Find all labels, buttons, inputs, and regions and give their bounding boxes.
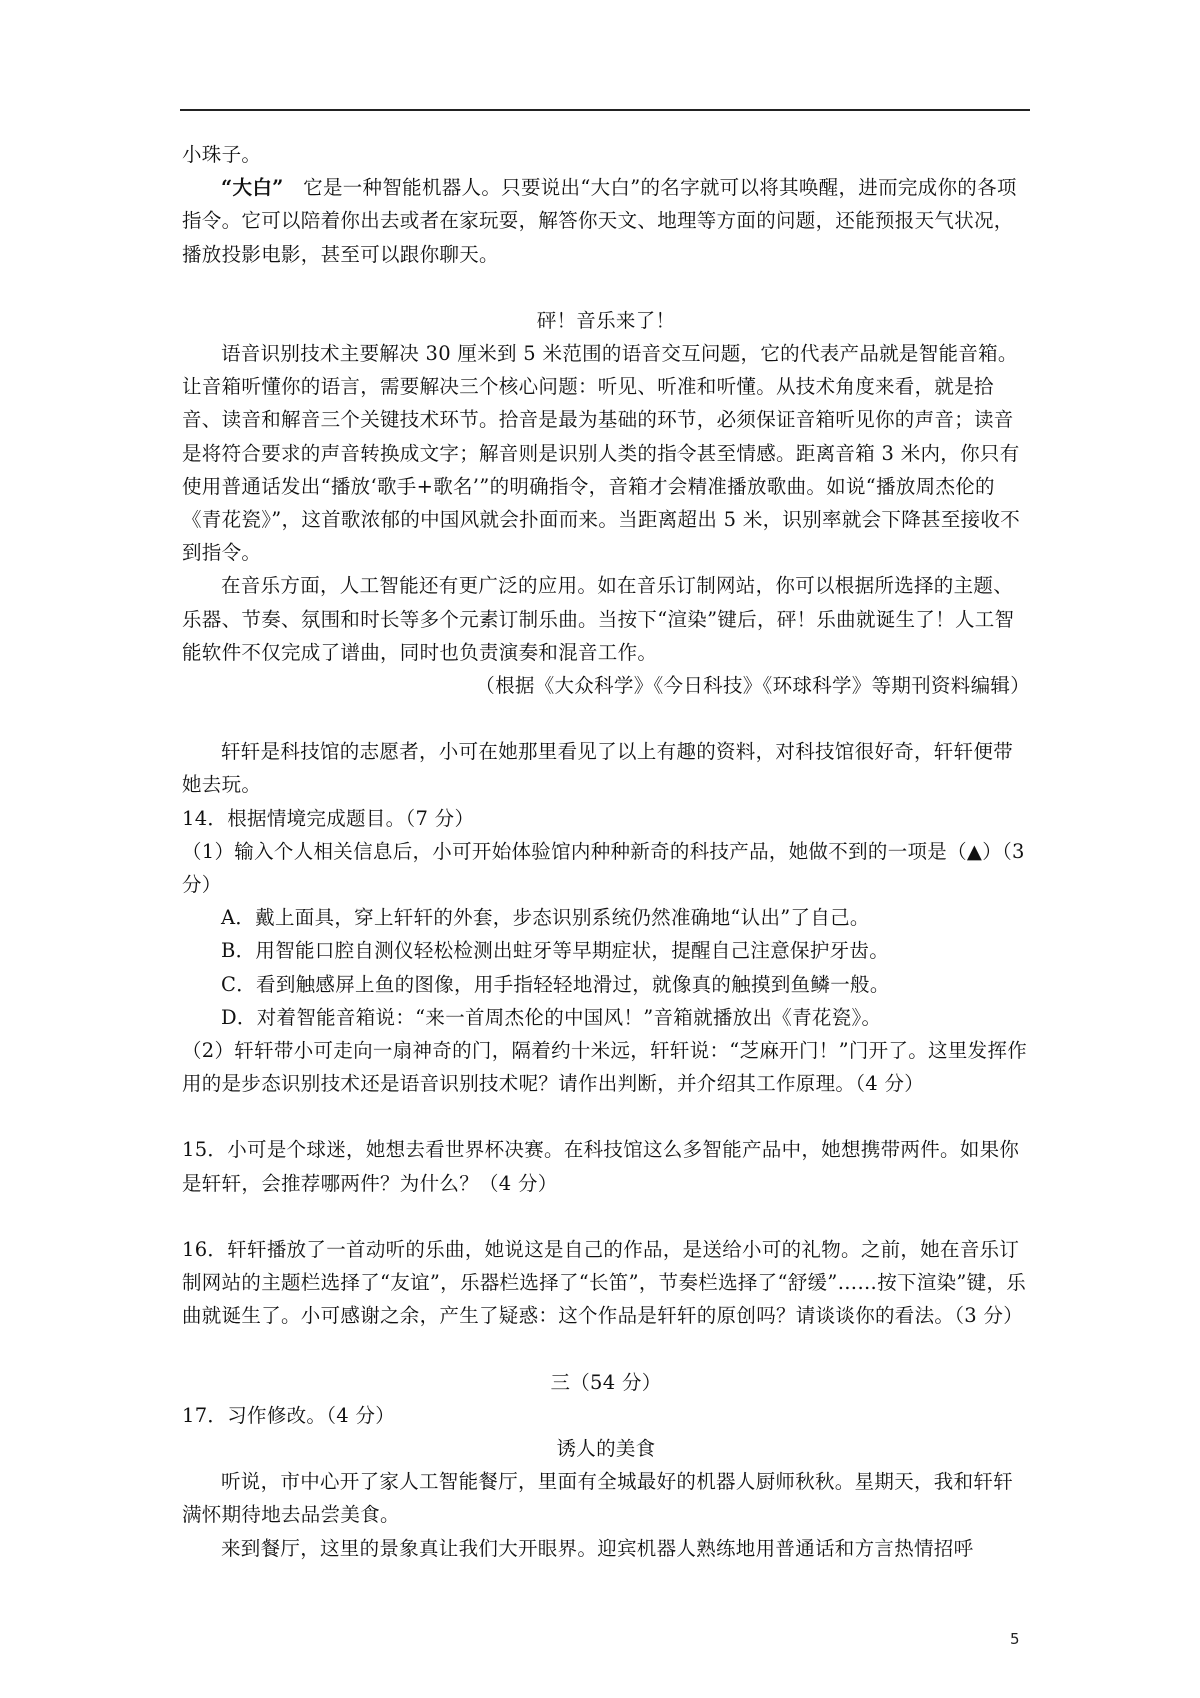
page-number: 5 bbox=[1010, 1630, 1020, 1648]
dabai-term: “大白” bbox=[221, 176, 284, 200]
document-body bbox=[182, 138, 1030, 1565]
paragraph-voice-recognition: 语音识别技术主要解决 30 厘米到 5 米范围的语音交互问题，它的代表产品就是智能音箱。让音箱听懂你的语言，需要解决三个核心问题：听见、听准和听懂。从技术角度来看，就是拾音、读音和解音三个关键技术环节。拾音是最为基础的环节，必须保证音箱听见你的声音；读音是将符合要求的声音转换成文字；解音则是识别人类的指令甚至情感。距离音箱 3 米内，你只有使用普通话发出“播放‘歌手+歌名’”的明确指令，音箱才会精准播放歌曲。如说“播放周杰伦的《青花瓷》”，这首歌浓郁的中国风就会扑面而来。当距离超出 5 米，识别率就会下降甚至接收不到指令。 bbox=[182, 342, 1021, 565]
header-rule bbox=[180, 109, 1030, 111]
dabai-description: 它是一种智能机器人。只要说出“大白”的名字就可以将其唤醒，进而完成你的各项指令。它可以陪着你出去或者在家玩耍，解答你天文、地理等方面的问题，还能预报天气状况，播放投影电影，甚至可以跟你聊天。 bbox=[182, 176, 1017, 266]
essay-paragraph-2: 来到餐厅，这里的景象真让我们大开眼界。迎宾机器人熟练地用普通话和方言热情招呼 bbox=[221, 1536, 974, 1560]
paragraph-ai-music: 在音乐方面，人工智能还有更广泛的应用。如在音乐订制网站，你可以根据所选择的主题、乐器、节奏、氛围和时长等多个元素订制乐曲。当按下“渲染”键后，砰！乐曲就诞生了！人工智能软件不仅完成了谱曲，同时也负责演奏和混音工作。 bbox=[182, 574, 1015, 664]
question-14: 14．根据情境完成题目。（7 分） bbox=[182, 806, 475, 830]
source-citation: （根据《大众科学》《今日科技》《环球科学》等期刊资料编辑） bbox=[475, 674, 1030, 698]
essay-title: 诱人的美食 bbox=[556, 1436, 656, 1460]
question-16: 16．轩轩播放了一首动听的乐曲，她说这是自己的作品，是送给小可的礼物。之前，她在音乐订制网站的主题栏选择了“友谊”，乐器栏选择了“长笛”，节奏栏选择了“舒缓”……按下渲染”键，乐曲就诞生了。小可感谢之余，产生了疑惑：这个作品是轩轩的原创吗？请谈谈你的看法。（3 分） bbox=[182, 1237, 1027, 1328]
option-a: A．戴上面具，穿上轩轩的外套，步态识别系统仍然准确地“认出”了自己。 bbox=[221, 906, 870, 930]
option-d: D．对着智能音箱说：“来一首周杰伦的中国风！”音箱就播放出《青花瓷》。 bbox=[221, 1005, 882, 1029]
essay-paragraph-1: 听说，市中心开了家人工智能餐厅，里面有全城最好的机器人厨师秋秋。星期天，我和轩轩满怀期待地去品尝美食。 bbox=[182, 1470, 1014, 1527]
option-c: C．看到触感屏上鱼的图像，用手指轻轻地滑过，就像真的触摸到鱼鳞一般。 bbox=[221, 972, 890, 996]
text-line: 小珠子。 bbox=[182, 143, 262, 166]
question-14-1: （1）输入个人相关信息后，小可开始体验馆内种种新奇的科技产品，她做不到的一项是（▲）（3 分） bbox=[182, 839, 1025, 897]
section-three-heading: 三（54 分） bbox=[550, 1370, 662, 1394]
section-heading-music: 砰！音乐来了！ bbox=[536, 308, 676, 332]
context-paragraph: 轩轩是科技馆的志愿者，小可在她那里看见了以上有趣的资料，对科技馆很好奇，轩轩便带她去玩。 bbox=[182, 740, 1014, 797]
option-b: B．用智能口腔自测仪轻松检测出蛀牙等早期症状，提醒自己注意保护牙齿。 bbox=[221, 939, 890, 963]
question-15: 15．小可是个球迷，她想去看世界杯决赛。在科技馆这么多智能产品中，她想携带两件。如果你是轩轩，会推荐哪两件？为什么？（4 分） bbox=[182, 1138, 1020, 1195]
question-17: 17．习作修改。（4 分） bbox=[182, 1403, 396, 1427]
dabai-paragraph bbox=[182, 171, 1030, 271]
question-14-2: （2）轩轩带小可走向一扇神奇的门，隔着约十米远，轩轩说：“芝麻开门！”门开了。这里发挥作用的是步态识别技术还是语音识别技术呢？请作出判断，并介绍其工作原理。（4 分） bbox=[182, 1039, 1028, 1096]
